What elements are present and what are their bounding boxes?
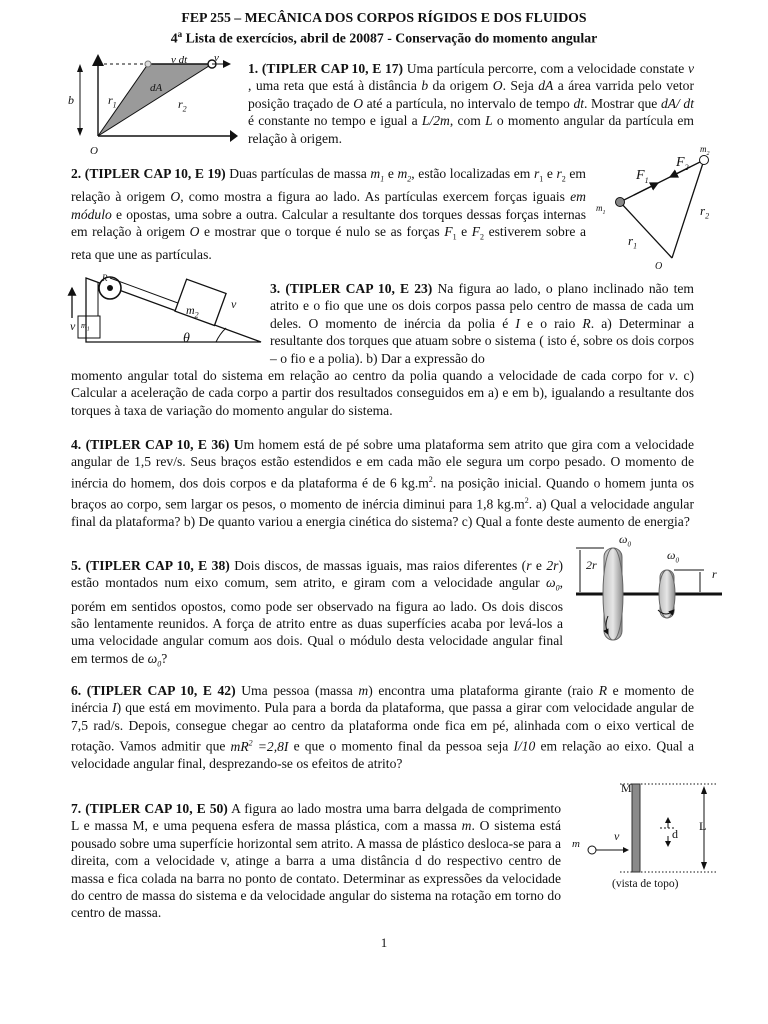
figure-5-two-discs xyxy=(574,530,724,645)
problem-4-text: 4. (TIPLER CAP 10, E 36) Um homem está de pé sobre uma plataforma sem atrito que gira com a velocidade angular de 1,5 rev/s. Seus braços estão estendidos e em cada mão ele segura um corpo pesado. O momento de inércia do homem, dos dois corpos e da plataforma é de 6 $kg.m^2$. na posição inicial. Quando o homem junta os braços ao corpo, sem largar os pesos, o momento de inércia diminui para 1,8 $kg.m^2$. a) Qual a velocidade angular final da plataforma? b) De quanto variou a energia cinética do sistema? c) Qual a fonte deste aumento de energia? xyxy=(71,437,694,529)
fig5-label-omega-right: $\omega_0$ xyxy=(667,548,679,565)
problem-3-heading: 3. (TIPLER CAP 10, E 23) xyxy=(270,281,433,296)
fig2-label-r2: $r_2$ xyxy=(700,203,710,221)
fig7-label-m: m xyxy=(572,838,580,850)
problem-5-heading: 5. (TIPLER CAP 10, E 38) xyxy=(71,558,230,573)
problem-3-text-bottom: momento angular total do sistema em relação ao centro da polia quando a velocidade de cada corpo for v. c) Calcular a aceleração de cada corpo a partir dos resultados conseguidos em a) e em b), igualando a resultante dos torques à taxa de variação do momento angular do sistema. xyxy=(71,368,695,418)
problem-6-text: 6. (TIPLER CAP 10, E 42) Uma pessoa (massa m) encontra uma plataforma girante (raio R e momento de inércia I) que está em movimento. Pula para a borda da plataforma, que passa a girar com velocidade angular de 7,5 rad/s. Depois, consegue chegar ao centro da plataforma onde fica em pé, alinhada com o eixo vertical de rotação. Vamos admitir que $mR^2 =2,8I$ e que o momento final da pessoa seja I/10 em relação ao eixo. Qual a velocidade angular final, desprezando-se os efeitos de atrito? xyxy=(71,683,694,772)
fig1-label-vdt: v dt xyxy=(171,54,188,66)
fig1-label-b: b xyxy=(68,93,74,107)
problem-2-text: 2. (TIPLER CAP 10, E 19) Duas partículas de massa $m_1$ e $m_2$, estão localizadas em $r_1$ e $r_2$ em relação à origem O, como mostra a figura ao lado. As partículas exercem forças iguais em módulo e opostas, uma sobre a outra. Calcular a resultante dos torques dessas forças internas em relação à origem O e mostrar que o torque é nulo se as forças $F_1$ e $F_2$ estiverem sobre a reta que une as partículas. xyxy=(71,166,586,263)
fig7-label-v: v xyxy=(614,829,620,843)
fig7-label-M: M xyxy=(621,781,632,795)
problem-2-heading: 2. (TIPLER CAP 10, E 19) xyxy=(71,166,226,181)
fig1-label-r2: $r_2$ xyxy=(178,97,187,114)
fig1-label-v: v xyxy=(214,52,219,64)
fig2-label-m2: $m_2$ xyxy=(700,144,710,157)
fig2-label-O: O xyxy=(655,261,663,272)
problem-5-text: 5. (TIPLER CAP 10, E 38) Dois discos, de massas iguais, mas raios diferentes (r e 2r) estão montados num eixo comum, sem atrito, e giram com a velocidade angular $\omega_0$, porém em sentidos opostos, como pode ser observado na figura ao lado. Os dois discos são lentamente reunidos. A força de atrito entre as duas superfícies acaba por levá-los a uma velocidade angular comum aos dois. Qual o módulo desta velocidade angular final em termos de $\omega_0$? xyxy=(71,558,563,669)
fig2-label-F1: $F_1$ xyxy=(636,168,649,185)
problem-1-heading: 1. (TIPLER CAP 10, E 17) xyxy=(248,61,404,76)
fig1-label-O: O xyxy=(90,145,98,157)
fig5-label-r: r xyxy=(712,567,717,581)
doc-subtitle xyxy=(0,26,768,47)
subtitle-text: Lista de exercícios, abril de 20087 - Conservação do momento angular xyxy=(182,30,598,46)
fig3-label-R: R xyxy=(102,273,108,283)
problem-3-text-top: 3. (TIPLER CAP 10, E 23) Na figura ao lado, o plano inclinado não tem atrito e o fio que une os dois corpos passa pelo centro de massa de cada um deles. O momento de inércia da polia é I e o raio R. a) Determinar a resultante dos torques que atuam sobre o sistema ( isto é, sobre os dois corpos – o fio e a polia). b) Dar a expressão do xyxy=(270,281,694,366)
fig2-label-r1: $r_1$ xyxy=(628,233,638,251)
fig2-label-m1: $m_1$ xyxy=(596,203,606,216)
fig7-label-d: d xyxy=(672,827,678,841)
problem-7-heading: 7. (TIPLER CAP 10, E 50) xyxy=(71,801,228,816)
page-number: 1 xyxy=(380,935,388,950)
subtitle-number: 4 xyxy=(170,30,178,46)
fig7-label-L: L xyxy=(699,819,707,833)
problem-4-heading: 4. (TIPLER CAP 10, E 36) U xyxy=(71,437,244,452)
fig7-caption: (vista de topo) xyxy=(612,878,679,890)
fig3-label-m2: $m_2$ xyxy=(186,303,199,320)
fig3-label-theta: θ xyxy=(183,331,190,346)
doc-title: FEP 255 – MECÂNICA DOS CORPOS RÍGIDOS E DOS FLUIDOS xyxy=(181,10,587,25)
fig3-label-v-right: v xyxy=(231,297,237,311)
fig1-label-dA: dA xyxy=(150,82,163,94)
problem-7-text: 7. (TIPLER CAP 10, E 50) A figura ao lado mostra uma barra delgada de comprimento L e massa M, e uma pequena esfera de massa plástica, com a massa m. O sistema está pousado sobre uma superfície horizontal sem atrito. A massa de plástico desloca-se para a direita, com a velocidade v, atinge a barra a uma distância d do respectivo centro de massa e fica colada na barra no ponto de contato. Determinar as expressões da velocidade do centro de massa do sistema e da velocidade angular do sistema na rotação em torno do centro de massa. xyxy=(71,801,561,921)
fig3-label-m1: $m_1$ xyxy=(81,321,90,333)
fig5-label-2r: 2r xyxy=(586,558,597,572)
fig5-label-omega-left: $\omega_0$ xyxy=(619,532,631,549)
fig2-label-F2: $F_2$ xyxy=(676,155,689,172)
problem-6-heading: 6. (TIPLER CAP 10, E 42) xyxy=(71,683,236,698)
subtitle-sup: a xyxy=(177,29,183,39)
problem-1-text: 1. (TIPLER CAP 10, E 17) Uma partícula percorre, com a velocidade constate v , uma reta que está à distância b da origem O. Seja dA a área varrida pelo vetor posição traçado de O até a partícula, no intervalo de tempo dt. Mostrar que dA/ dt é constante no tempo e igual a L/2m, com L o momento angular da partícula em relação à origem. xyxy=(248,61,695,146)
fig3-label-v-left: v xyxy=(70,319,76,333)
fig1-label-r1: $r_1$ xyxy=(108,93,117,110)
